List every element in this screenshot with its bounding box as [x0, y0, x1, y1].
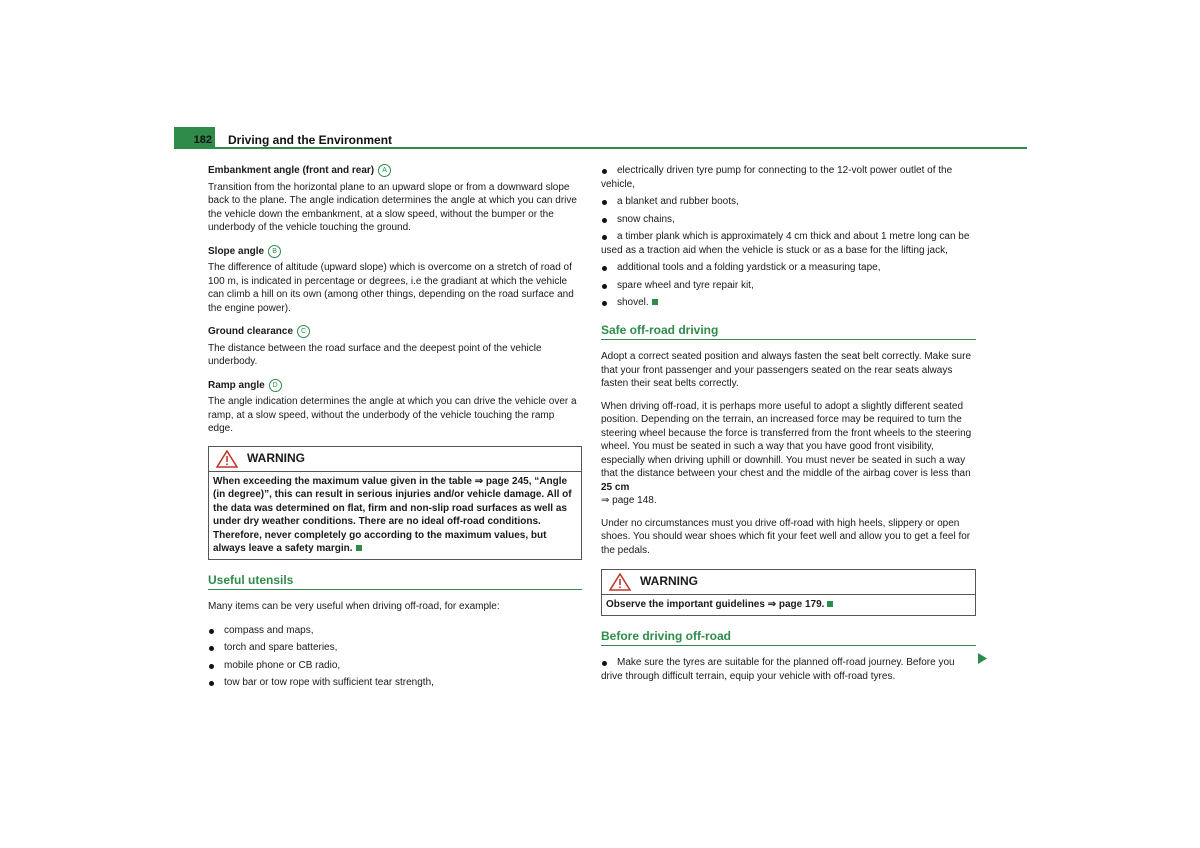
warning-box-right — [601, 569, 976, 616]
bullet-icon — [602, 235, 607, 240]
ramp-text: The angle indication determines the angle at which you can drive the vehicle over a ramp, at a slow speed, without the underbody of the vehicle touching the ramp edge. — [208, 396, 577, 434]
list-item: additional tools and a folding yardstick or a measuring tape, — [601, 261, 976, 275]
chapter-title: Driving and the Environment — [228, 133, 393, 147]
slope-text: The difference of altitude (upward slope) which is overcome on a stretch of road of 100 m, is indicated in percentage or degrees, i.e the gradiant at which the vehicle can climb a hill on its own (among other things, depending on the road surface and the engine power). — [208, 262, 574, 314]
bullet-icon — [602, 661, 607, 666]
warning-triangle-icon — [216, 450, 238, 468]
list-item: torch and spare batteries, — [208, 641, 582, 655]
useful-utensils-heading: Useful utensils — [208, 574, 582, 591]
right-column — [601, 164, 976, 687]
clearance-text: The distance between the road surface and the deepest point of the vehicle underbody. — [208, 342, 542, 367]
marker-a: A — [378, 164, 391, 177]
utensils-intro: Many items can be very useful when driving off-road, for example: — [208, 601, 500, 612]
list-item: Make sure the tyres are suitable for the planned off-road journey. Before you drive through difficult terrain, equip your vehicle with off-road tyres. — [601, 657, 955, 682]
bullet-icon — [602, 301, 607, 306]
end-marker-icon — [827, 601, 833, 607]
safe-offroad-heading: Safe off-road driving — [601, 324, 976, 341]
clearance-heading: Ground clearance C — [208, 325, 582, 339]
left-column — [208, 164, 582, 694]
bullet-icon — [602, 266, 607, 271]
list-item: electrically driven tyre pump for connecting to the 12-volt power outlet of the vehicle, — [601, 165, 953, 190]
page-ref-link[interactable]: ⇒ page 148. — [601, 495, 657, 506]
marker-b: B — [268, 245, 281, 258]
bullet-icon — [209, 629, 214, 634]
utensils-list — [208, 624, 582, 690]
list-item: tow bar or tow rope with sufficient tear strength, — [208, 676, 582, 690]
end-marker-icon — [356, 545, 362, 551]
header-rule — [174, 147, 1027, 149]
equipment-list — [601, 164, 976, 310]
bullet-icon — [602, 200, 607, 205]
list-item: a blanket and rubber boots, — [601, 195, 976, 209]
bullet-icon — [209, 664, 214, 669]
safe-p1: Adopt a correct seated position and always fasten the seat belt correctly. Make sure that your front passenger and your passengers seated on the rear seats always fasten their seat belts correctly. — [601, 351, 972, 389]
list-item: snow chains, — [601, 213, 976, 227]
warning-header — [602, 570, 975, 595]
end-marker-icon — [652, 299, 658, 305]
list-item: shovel. — [601, 296, 976, 310]
before-list — [601, 656, 976, 683]
warning-title: WARNING — [640, 574, 698, 589]
marker-d: D — [269, 379, 282, 392]
safe-p3: Under no circumstances must you drive off-road with high heels, slippery or open shoes. You should wear shoes which fit your feet well and allow you to get a feel for the pedals. — [601, 517, 971, 556]
warning-text: When exceeding the maximum value given in the table ⇒ page 245, “Angle (in degree)”, this can result in serious injuries and/or vehicle damage. All of the data was determined on flat, firm and non-slip road surfaces as well as under dry weather conditions. There are no ideal off-road conditions. Therefore, never completely go according to the maximum values, but always leave a safety margin. — [213, 475, 572, 554]
bullet-icon — [602, 218, 607, 223]
safe-p2: When driving off-road, it is perhaps more useful to adopt a slightly different seated position. Depending on the terrain, an increased force may be required to turn the steering wheel because the force is transferred from the front wheels to the steering wheel. You must be seated in such a way that you have good front visibility, especially when driving uphill or downhill. You must never be seated in such a way that the distance between your chest and the middle of the airbag cover is less than 25 cm ⇒ page 148. — [601, 400, 972, 506]
bullet-icon — [602, 284, 607, 289]
before-offroad-heading: Before driving off-road — [601, 630, 976, 647]
bullet-icon — [602, 169, 607, 174]
page-header — [174, 127, 1027, 149]
ramp-heading: Ramp angle D — [208, 379, 582, 393]
list-item: spare wheel and tyre repair kit, — [601, 279, 976, 293]
marker-c: C — [297, 325, 310, 338]
warning-title: WARNING — [247, 450, 305, 465]
warning-triangle-icon — [609, 573, 631, 591]
embankment-text: Transition from the horizontal plane to an upward slope or from a downward slope back to the plane. The angle indication determines the angle at which you can drive the vehicle down the embankment, at a slow speed, without the bumper or the underbody of the vehicle touching the ground. — [208, 181, 577, 233]
bullet-icon — [209, 681, 214, 686]
list-item: a timber plank which is approximately 4 cm thick and about 1 metre long can be used as a traction aid when the vehicle is stuck or as a base for the lifting jack, — [601, 231, 970, 256]
page-number: 182 — [174, 127, 215, 149]
list-item: compass and maps, — [208, 624, 582, 638]
slope-heading: Slope angle B — [208, 245, 582, 259]
list-item: mobile phone or CB radio, — [208, 659, 582, 673]
bullet-icon — [209, 646, 214, 651]
warning-box-left — [208, 446, 582, 560]
next-page-arrow-icon[interactable] — [978, 653, 987, 664]
embankment-heading: Embankment angle (front and rear) A — [208, 164, 582, 178]
warning-text: Observe the important guidelines ⇒ page 179. — [602, 595, 975, 615]
warning-header — [209, 447, 581, 472]
